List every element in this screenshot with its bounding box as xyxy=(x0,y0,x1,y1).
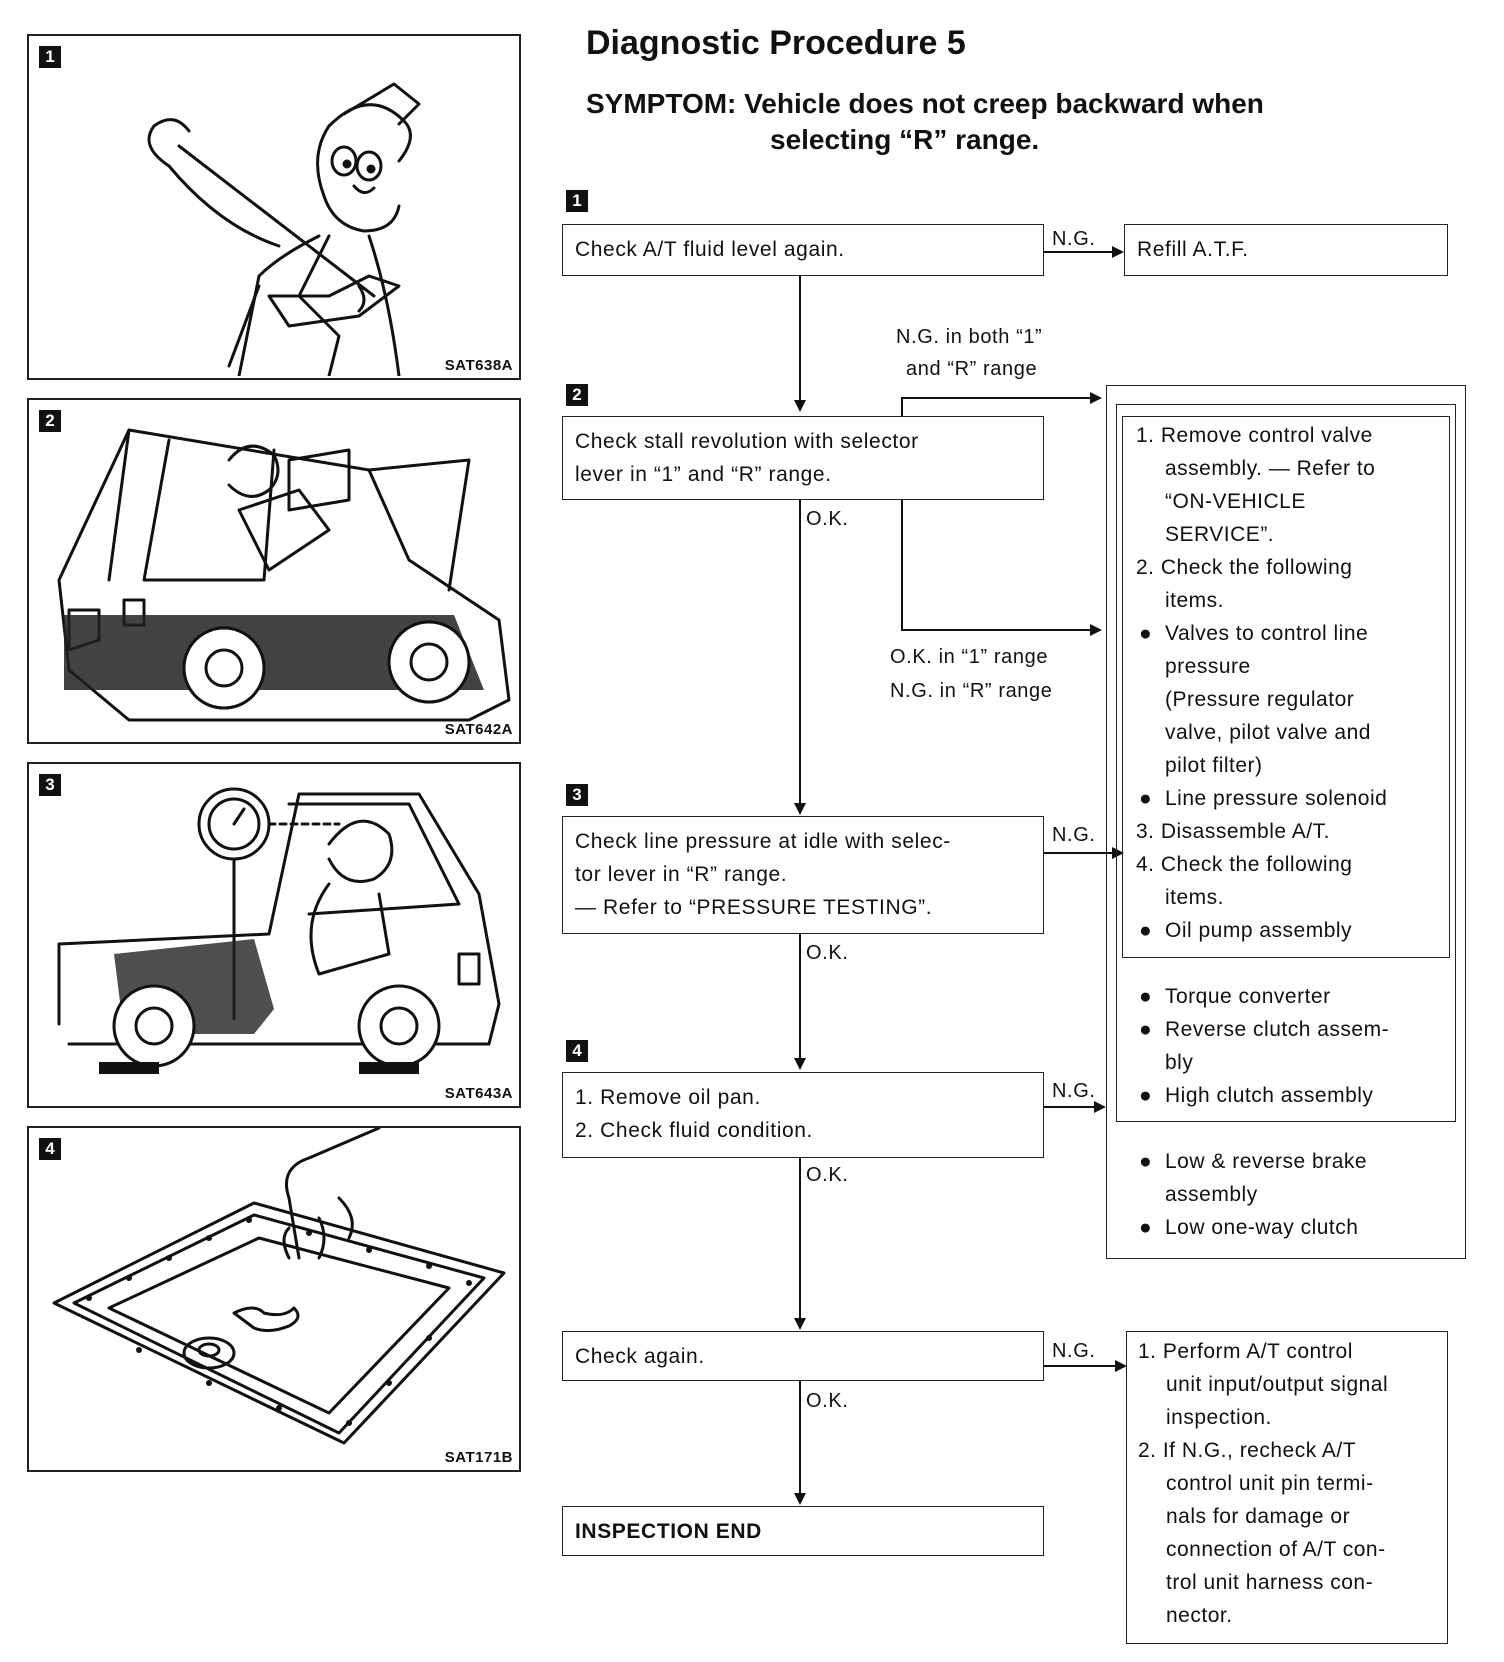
step-3-ng-label: N.G. xyxy=(1052,824,1096,846)
panel-number-badge: 3 xyxy=(39,774,61,796)
check-again-box xyxy=(562,1331,1044,1381)
repair-line: Valves to control line xyxy=(1165,622,1369,645)
final-line: nector. xyxy=(1166,1604,1233,1627)
bullet-icon: ● xyxy=(1139,1084,1153,1107)
bullet-icon: ● xyxy=(1139,1216,1153,1239)
repair-line: items. xyxy=(1165,589,1225,612)
repair-line: Torque converter xyxy=(1165,985,1331,1008)
final-line: 1. Perform A/T control xyxy=(1138,1340,1353,1363)
branch-ng-both-label-continued: and “R” range xyxy=(906,358,1038,380)
final-line: trol unit harness con- xyxy=(1166,1571,1374,1594)
step-3-line-1: Check line pressure at idle with selec- xyxy=(575,830,951,853)
branch-ok-1-label: O.K. in “1” range xyxy=(890,646,1049,668)
branch-ng-both-label: N.G. in both “1” xyxy=(896,326,1043,348)
refill-atf-box xyxy=(1124,224,1448,276)
check-again-text: Check again. xyxy=(575,1345,705,1368)
step-4-line-1: 1. Remove oil pan. xyxy=(575,1086,761,1109)
repair-line: (Pressure regulator xyxy=(1165,688,1355,711)
repair-line: Reverse clutch assem- xyxy=(1165,1018,1390,1041)
step-3-badge: 3 xyxy=(566,784,588,806)
step-3-line-2: tor lever in “R” range. xyxy=(575,863,788,886)
inspection-end-box xyxy=(562,1506,1044,1556)
repair-line: SERVICE”. xyxy=(1165,523,1275,546)
figure-code: SAT171B xyxy=(444,1449,513,1466)
figure-code: SAT638A xyxy=(444,357,513,374)
step-1-badge: 1 xyxy=(566,190,588,212)
figure-code: SAT642A xyxy=(444,721,513,738)
repair-line: assembly. — Refer to xyxy=(1165,457,1376,480)
final-line: unit input/output signal xyxy=(1166,1373,1389,1396)
final-line: inspection. xyxy=(1166,1406,1272,1429)
final-line: connection of A/T con- xyxy=(1166,1538,1386,1561)
step-1-text: Check A/T fluid level again. xyxy=(575,238,845,261)
final-line: nals for damage or xyxy=(1166,1505,1351,1528)
symptom-heading: SYMPTOM: Vehicle does not creep backward when xyxy=(586,88,1264,119)
branch-ng-r-label: N.G. in “R” range xyxy=(890,680,1053,702)
step-2-line-1: Check stall revolution with selector xyxy=(575,430,919,453)
step-3-ok-label: O.K. xyxy=(806,942,849,964)
repair-line: Low one-way clutch xyxy=(1165,1216,1359,1239)
final-line: control unit pin termi- xyxy=(1166,1472,1374,1495)
step-1-box xyxy=(562,224,1044,276)
bullet-icon: ● xyxy=(1139,787,1153,810)
symptom-heading-continued: selecting “R” range. xyxy=(770,124,1040,155)
step-1-ng-label: N.G. xyxy=(1052,228,1096,250)
step-4-ng-label: N.G. xyxy=(1052,1080,1096,1102)
step-2-ok-label: O.K. xyxy=(806,508,849,530)
figure-code: SAT643A xyxy=(444,1085,513,1102)
repair-line: pressure xyxy=(1165,655,1251,678)
panel-number-badge: 2 xyxy=(39,410,61,432)
bullet-icon: ● xyxy=(1139,919,1153,942)
repair-line: “ON-VEHICLE xyxy=(1165,490,1306,513)
repair-line: Low & reverse brake xyxy=(1165,1150,1368,1173)
step-3-line-3: — Refer to “PRESSURE TESTING”. xyxy=(575,896,933,919)
repair-line: 1. Remove control valve xyxy=(1136,424,1373,447)
bullet-icon: ● xyxy=(1139,622,1153,645)
repair-line: bly xyxy=(1165,1051,1194,1074)
panel-number-badge: 1 xyxy=(39,46,61,68)
step-3-box xyxy=(562,816,1044,934)
repair-line: items. xyxy=(1165,886,1225,909)
check-again-ng-label: N.G. xyxy=(1052,1340,1096,1362)
repair-line: 3. Disassemble A/T. xyxy=(1136,820,1330,843)
inspection-end-text: INSPECTION END xyxy=(575,1520,762,1543)
step-4-badge: 4 xyxy=(566,1040,588,1062)
step-2-line-2: lever in “1” and “R” range. xyxy=(575,463,832,486)
step-4-box xyxy=(562,1072,1044,1158)
repair-line: 2. Check the following xyxy=(1136,556,1353,579)
step-2-box xyxy=(562,416,1044,500)
check-again-ok-label: O.K. xyxy=(806,1390,849,1412)
bullet-icon: ● xyxy=(1139,1150,1153,1173)
bullet-icon: ● xyxy=(1139,1018,1153,1041)
repair-line: assembly xyxy=(1165,1183,1258,1206)
step-2-badge: 2 xyxy=(566,384,588,406)
repair-line: High clutch assembly xyxy=(1165,1084,1374,1107)
repair-line: 4. Check the following xyxy=(1136,853,1353,876)
repair-line: valve, pilot valve and xyxy=(1165,721,1371,744)
final-line: 2. If N.G., recheck A/T xyxy=(1138,1439,1357,1462)
page-title: Diagnostic Procedure 5 xyxy=(586,24,966,62)
repair-line: Line pressure solenoid xyxy=(1165,787,1388,810)
refill-atf-text: Refill A.T.F. xyxy=(1137,238,1249,261)
step-4-line-2: 2. Check fluid condition. xyxy=(575,1119,813,1142)
repair-line: pilot filter) xyxy=(1165,754,1263,777)
repair-line: Oil pump assembly xyxy=(1165,919,1353,942)
panel-number-badge: 4 xyxy=(39,1138,61,1160)
bullet-icon: ● xyxy=(1139,985,1153,1008)
step-4-ok-label: O.K. xyxy=(806,1164,849,1186)
